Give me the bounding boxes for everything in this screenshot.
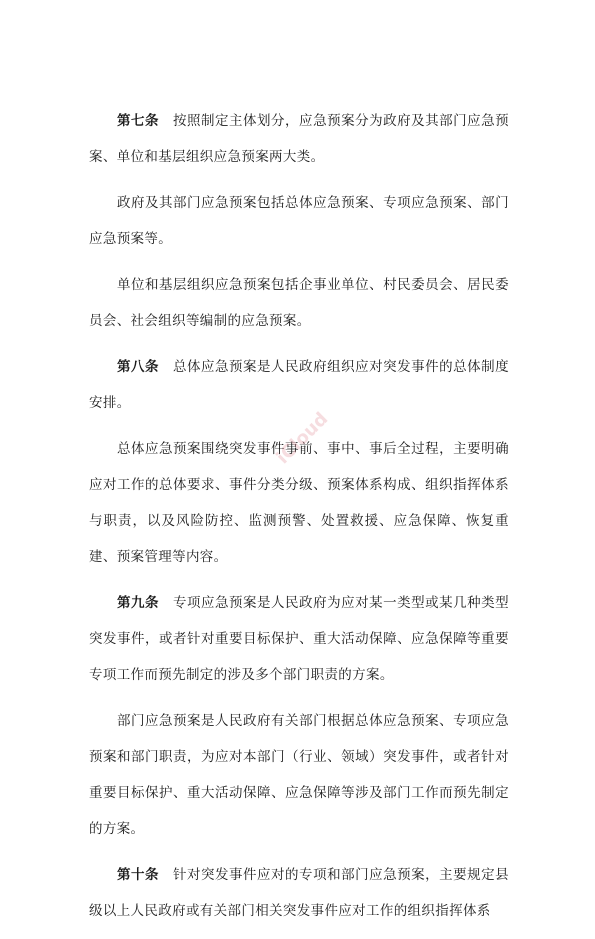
document-page	[89, 103, 509, 939]
article-heading: 第十条	[117, 867, 160, 883]
paragraph	[89, 267, 509, 339]
paragraph	[89, 703, 509, 847]
paragraph-text: 单位和基层组织应急预案包括企事业单位、村民委员会、居民委员会、社会组织等编制的应急预案。	[89, 277, 509, 329]
paragraph-article-9	[89, 585, 509, 693]
paragraph-article-7	[89, 103, 509, 175]
watermark-text: iCloud	[272, 408, 333, 469]
paragraph-text: 部门应急预案是人民政府有关部门根据总体应急预案、专项应急预案和部门职责，为应对本部门（行业、领域）突发事件，或者针对重要目标保护、重大活动保障、应急保障等涉及部门工作而预先制定的方案。	[89, 713, 509, 837]
article-heading: 第八条	[117, 359, 160, 375]
paragraph	[89, 185, 509, 257]
paragraph-text: 政府及其部门应急预案包括总体应急预案、专项应急预案、部门应急预案等。	[89, 195, 509, 247]
paragraph-text: 总体应急预案是人民政府组织应对突发事件的总体制度安排。	[89, 359, 509, 411]
article-heading: 第七条	[117, 113, 160, 129]
paragraph-text: 专项应急预案是人民政府为应对某一类型或某几种类型突发事件，或者针对重要目标保护、重大活动保障、应急保障等重要专项工作而预先制定的涉及多个部门职责的方案。	[89, 595, 509, 683]
article-heading: 第九条	[117, 595, 160, 611]
paragraph-article-8	[89, 349, 509, 421]
paragraph-text: 总体应急预案围绕突发事件事前、事中、事后全过程，主要明确应对工作的总体要求、事件分类分级、预案体系构成、组织指挥体系与职责，以及风险防控、监测预警、处置救援、应急保障、恢复重建、预案管理等内容。	[89, 441, 509, 565]
paragraph-text: 按照制定主体划分，应急预案分为政府及其部门应急预案、单位和基层组织应急预案两大类。	[89, 113, 509, 165]
paragraph-article-10	[89, 857, 509, 929]
paragraph-text: 针对突发事件应对的专项和部门应急预案，主要规定县级以上人民政府或有关部门相关突发事件应对工作的组织指挥体系	[89, 867, 509, 919]
